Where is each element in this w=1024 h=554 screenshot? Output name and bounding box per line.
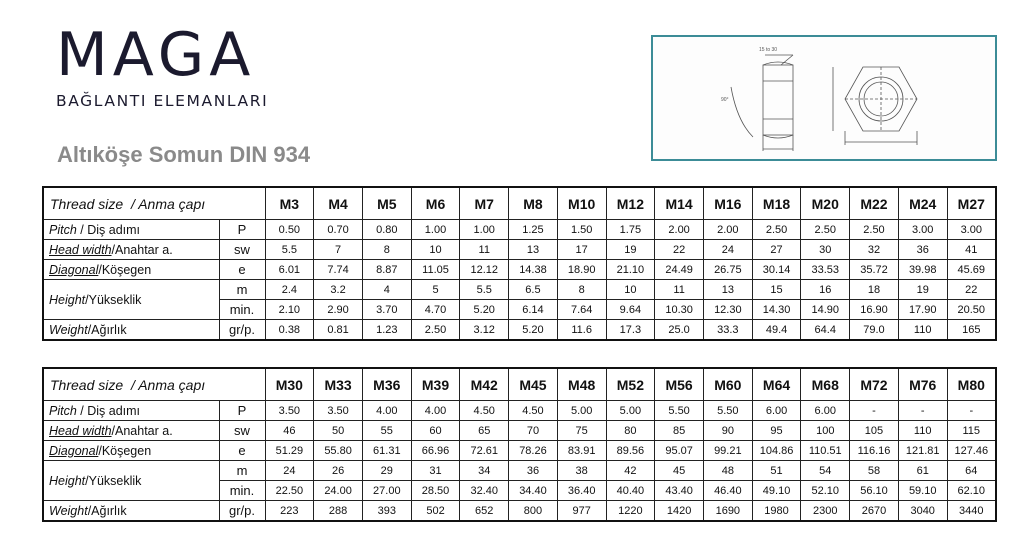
height-min-symbol: min. — [219, 300, 265, 320]
diag-cell: 110.51 — [801, 441, 850, 461]
height-m-cell: 11 — [655, 280, 704, 300]
product-title: Altıköşe Somun DIN 934 — [57, 142, 311, 167]
pitch-label — [43, 220, 219, 240]
thread-size-row — [43, 187, 996, 220]
head-cell: 13 — [509, 240, 558, 260]
height-min-cell: 49.10 — [752, 481, 801, 501]
height-label — [43, 461, 219, 501]
brand-subtitle: BAĞLANTI ELEMANLARI — [56, 92, 269, 110]
head-cell: 70 — [509, 421, 558, 441]
head-label — [43, 421, 219, 441]
weight-cell: 79.0 — [850, 320, 899, 341]
head-cell: 60 — [411, 421, 460, 441]
height-label-tr: /Yükseklik — [85, 473, 142, 488]
pitch-cell: 3.50 — [265, 401, 314, 421]
thread-size-cell: M42 — [460, 368, 509, 401]
height-min-cell: 16.90 — [850, 300, 899, 320]
height-m-cell: 8 — [557, 280, 606, 300]
height-m-cell: 26 — [314, 461, 363, 481]
head-cell: 90 — [703, 421, 752, 441]
height-m-cell: 42 — [606, 461, 655, 481]
head-symbol: sw — [219, 240, 265, 260]
thread-size-cell: M45 — [509, 368, 558, 401]
height-m-cell: 31 — [411, 461, 460, 481]
thread-size-row — [43, 368, 996, 401]
head-cell: 80 — [606, 421, 655, 441]
pitch-cell: 1.00 — [411, 220, 460, 240]
pitch-label-tr: / Diş adımı — [76, 403, 141, 418]
pitch-cell: 4.00 — [411, 401, 460, 421]
head-cell: 22 — [655, 240, 704, 260]
weight-cell: 2.50 — [411, 320, 460, 341]
brand-name: MAGA — [56, 20, 256, 90]
height-min-cell: 52.10 — [801, 481, 850, 501]
height-min-cell: 56.10 — [850, 481, 899, 501]
weight-cell: 1980 — [752, 501, 801, 522]
thread-size-cell: M60 — [703, 368, 752, 401]
height-min-cell: 40.40 — [606, 481, 655, 501]
diag-cell: 83.91 — [557, 441, 606, 461]
height-label-tr: /Yükseklik — [85, 292, 142, 307]
height-m-cell: 24 — [265, 461, 314, 481]
weight-cell: 2300 — [801, 501, 850, 522]
thread-size-cell: M12 — [606, 187, 655, 220]
height-m-cell: 22 — [947, 280, 996, 300]
weight-cell: 0.81 — [314, 320, 363, 341]
diag-row — [43, 260, 996, 280]
head-label-tr: /Anahtar a. — [111, 423, 173, 438]
thread-size-label-tr: / Anma çapı — [130, 376, 206, 393]
thread-size-cell: M64 — [752, 368, 801, 401]
head-cell: 10 — [411, 240, 460, 260]
weight-cell: 3.12 — [460, 320, 509, 341]
head-cell: 110 — [898, 421, 947, 441]
diag-cell: 33.53 — [801, 260, 850, 280]
diag-cell: 8.87 — [362, 260, 411, 280]
pitch-cell: 5.00 — [557, 401, 606, 421]
height-m-cell: 6.5 — [509, 280, 558, 300]
height-m-row — [43, 461, 996, 481]
pitch-label-tr: / Diş adımı — [76, 222, 141, 237]
pitch-cell: 3.00 — [898, 220, 947, 240]
diag-cell: 72.61 — [460, 441, 509, 461]
height-m-row — [43, 280, 996, 300]
head-cell: 19 — [606, 240, 655, 260]
weight-cell: 977 — [557, 501, 606, 522]
diag-row — [43, 441, 996, 461]
head-cell: 36 — [898, 240, 947, 260]
pitch-symbol: P — [219, 220, 265, 240]
head-cell: 27 — [752, 240, 801, 260]
head-cell: 8 — [362, 240, 411, 260]
head-cell: 55 — [362, 421, 411, 441]
height-min-cell: 22.50 — [265, 481, 314, 501]
head-cell: 24 — [703, 240, 752, 260]
head-cell: 65 — [460, 421, 509, 441]
diag-cell: 39.98 — [898, 260, 947, 280]
weight-cell: 110 — [898, 320, 947, 341]
thread-size-label — [43, 368, 265, 401]
diag-cell: 121.81 — [898, 441, 947, 461]
thread-size-cell: M68 — [801, 368, 850, 401]
thread-size-cell: M48 — [557, 368, 606, 401]
thread-size-cell: M8 — [509, 187, 558, 220]
head-cell: 11 — [460, 240, 509, 260]
head-cell: 50 — [314, 421, 363, 441]
weight-cell: 1420 — [655, 501, 704, 522]
weight-label-tr: /Ağırlık — [87, 322, 127, 337]
pitch-cell: 1.50 — [557, 220, 606, 240]
weight-cell: 11.6 — [557, 320, 606, 341]
thread-size-cell: M18 — [752, 187, 801, 220]
thread-size-cell: M14 — [655, 187, 704, 220]
spec-table-2-body — [43, 368, 996, 521]
thread-size-cell: M30 — [265, 368, 314, 401]
height-m-symbol: m — [219, 461, 265, 481]
weight-cell: 33.3 — [703, 320, 752, 341]
weight-cell: 800 — [509, 501, 558, 522]
pitch-cell: 1.75 — [606, 220, 655, 240]
weight-cell: 64.4 — [801, 320, 850, 341]
diag-cell: 95.07 — [655, 441, 704, 461]
weight-cell: 0.38 — [265, 320, 314, 341]
weight-row — [43, 501, 996, 522]
head-symbol: sw — [219, 421, 265, 441]
height-m-cell: 58 — [850, 461, 899, 481]
height-m-cell: 10 — [606, 280, 655, 300]
height-min-cell: 6.14 — [509, 300, 558, 320]
weight-label — [43, 320, 219, 341]
brand-logo — [56, 20, 269, 110]
diag-cell: 89.56 — [606, 441, 655, 461]
diag-label-en: Diagonal — [49, 262, 99, 277]
thread-size-cell: M16 — [703, 187, 752, 220]
thread-size-cell: M39 — [411, 368, 460, 401]
pitch-label-en: Pitch — [49, 222, 77, 237]
thread-size-cell: M80 — [947, 368, 996, 401]
technical-drawing — [651, 35, 997, 161]
pitch-row — [43, 220, 996, 240]
pitch-cell: 4.50 — [460, 401, 509, 421]
diag-label-en: Diagonal — [49, 443, 99, 458]
height-min-cell: 24.00 — [314, 481, 363, 501]
height-m-cell: 18 — [850, 280, 899, 300]
diag-cell: 11.05 — [411, 260, 460, 280]
diag-cell: 35.72 — [850, 260, 899, 280]
diag-label — [43, 260, 219, 280]
diag-cell: 104.86 — [752, 441, 801, 461]
head-cell: 105 — [850, 421, 899, 441]
thread-size-cell: M24 — [898, 187, 947, 220]
pitch-cell: 2.00 — [703, 220, 752, 240]
diag-cell: 24.49 — [655, 260, 704, 280]
head-cell: 30 — [801, 240, 850, 260]
diag-label-tr: /Köşegen — [98, 262, 152, 277]
weight-label-en: Weight — [49, 503, 88, 518]
diag-cell: 7.74 — [314, 260, 363, 280]
head-cell: 41 — [947, 240, 996, 260]
height-label-en: Height — [49, 292, 86, 307]
height-min-cell: 9.64 — [606, 300, 655, 320]
height-m-cell: 61 — [898, 461, 947, 481]
height-m-cell: 2.4 — [265, 280, 314, 300]
height-m-cell: 36 — [509, 461, 558, 481]
head-label — [43, 240, 219, 260]
pitch-cell: 2.50 — [801, 220, 850, 240]
weight-cell: 49.4 — [752, 320, 801, 341]
diag-symbol: e — [219, 260, 265, 280]
diag-label — [43, 441, 219, 461]
thread-size-cell: M3 — [265, 187, 314, 220]
head-cell: 46 — [265, 421, 314, 441]
weight-cell: 165 — [947, 320, 996, 341]
height-m-cell: 34 — [460, 461, 509, 481]
pitch-cell: 0.70 — [314, 220, 363, 240]
head-cell: 17 — [557, 240, 606, 260]
spec-table-1-body — [43, 187, 996, 340]
height-m-cell: 51 — [752, 461, 801, 481]
thread-size-cell: M7 — [460, 187, 509, 220]
head-row — [43, 421, 996, 441]
pitch-cell: 4.00 — [362, 401, 411, 421]
weight-cell: 1.23 — [362, 320, 411, 341]
weight-cell: 1690 — [703, 501, 752, 522]
diag-cell: 45.69 — [947, 260, 996, 280]
diag-cell: 61.31 — [362, 441, 411, 461]
drawing-dim-label: 15 to 30 — [759, 47, 778, 53]
head-cell: 5.5 — [265, 240, 314, 260]
height-m-cell: 13 — [703, 280, 752, 300]
head-label-tr: /Anahtar a. — [111, 242, 173, 257]
pitch-cell: 0.50 — [265, 220, 314, 240]
weight-cell: 652 — [460, 501, 509, 522]
height-min-cell: 34.40 — [509, 481, 558, 501]
drawing-angle-label: 90° — [721, 97, 729, 103]
height-min-cell: 36.40 — [557, 481, 606, 501]
head-label-en: Head width — [49, 423, 112, 438]
head-cell: 7 — [314, 240, 363, 260]
height-m-cell: 54 — [801, 461, 850, 481]
thread-size-cell: M6 — [411, 187, 460, 220]
height-label-en: Height — [49, 473, 86, 488]
pitch-cell: 6.00 — [801, 401, 850, 421]
pitch-cell: 2.50 — [850, 220, 899, 240]
height-min-cell: 7.64 — [557, 300, 606, 320]
weight-cell: 5.20 — [509, 320, 558, 341]
thread-size-cell: M56 — [655, 368, 704, 401]
pitch-cell: 3.00 — [947, 220, 996, 240]
height-min-cell: 20.50 — [947, 300, 996, 320]
height-min-cell: 17.90 — [898, 300, 947, 320]
pitch-cell: - — [850, 401, 899, 421]
height-min-cell: 14.90 — [801, 300, 850, 320]
height-m-cell: 19 — [898, 280, 947, 300]
diag-cell: 51.29 — [265, 441, 314, 461]
thread-size-cell: M33 — [314, 368, 363, 401]
thread-size-cell: M4 — [314, 187, 363, 220]
pitch-cell: 0.80 — [362, 220, 411, 240]
head-cell: 100 — [801, 421, 850, 441]
pitch-label-en: Pitch — [49, 403, 77, 418]
pitch-cell: 1.25 — [509, 220, 558, 240]
pitch-cell: 6.00 — [752, 401, 801, 421]
pitch-cell: 5.00 — [606, 401, 655, 421]
pitch-cell: 5.50 — [703, 401, 752, 421]
pitch-cell: 4.50 — [509, 401, 558, 421]
pitch-symbol: P — [219, 401, 265, 421]
weight-symbol: gr/p. — [219, 501, 265, 522]
thread-size-label-tr: / Anma çapı — [130, 195, 206, 212]
height-min-cell: 4.70 — [411, 300, 460, 320]
head-cell: 85 — [655, 421, 704, 441]
pitch-cell: 3.50 — [314, 401, 363, 421]
head-label-en: Head width — [49, 242, 112, 257]
height-min-cell: 2.90 — [314, 300, 363, 320]
height-min-cell: 12.30 — [703, 300, 752, 320]
height-min-cell: 10.30 — [655, 300, 704, 320]
weight-cell: 223 — [265, 501, 314, 522]
diag-cell: 127.46 — [947, 441, 996, 461]
thread-size-cell: M52 — [606, 368, 655, 401]
height-m-cell: 5 — [411, 280, 460, 300]
head-cell: 115 — [947, 421, 996, 441]
height-min-cell: 14.30 — [752, 300, 801, 320]
height-m-cell: 15 — [752, 280, 801, 300]
height-m-cell: 5.5 — [460, 280, 509, 300]
diag-cell: 26.75 — [703, 260, 752, 280]
head-cell: 95 — [752, 421, 801, 441]
height-min-cell: 28.50 — [411, 481, 460, 501]
height-min-symbol: min. — [219, 481, 265, 501]
head-row — [43, 240, 996, 260]
weight-cell: 1220 — [606, 501, 655, 522]
diag-cell: 12.12 — [460, 260, 509, 280]
height-label — [43, 280, 219, 320]
diag-cell: 99.21 — [703, 441, 752, 461]
height-m-cell: 64 — [947, 461, 996, 481]
height-m-cell: 4 — [362, 280, 411, 300]
height-m-cell: 29 — [362, 461, 411, 481]
diag-cell: 6.01 — [265, 260, 314, 280]
diag-label-tr: /Köşegen — [98, 443, 152, 458]
head-cell: 75 — [557, 421, 606, 441]
pitch-cell: 1.00 — [460, 220, 509, 240]
diag-cell: 18.90 — [557, 260, 606, 280]
height-m-cell: 16 — [801, 280, 850, 300]
pitch-cell: - — [947, 401, 996, 421]
diag-cell: 116.16 — [850, 441, 899, 461]
height-min-cell: 2.10 — [265, 300, 314, 320]
spec-table-2 — [42, 367, 997, 522]
weight-cell: 502 — [411, 501, 460, 522]
thread-size-label-en: Thread size — [50, 376, 124, 393]
diag-cell: 21.10 — [606, 260, 655, 280]
height-m-symbol: m — [219, 280, 265, 300]
weight-cell: 3040 — [898, 501, 947, 522]
pitch-label — [43, 401, 219, 421]
thread-size-cell: M22 — [850, 187, 899, 220]
weight-row — [43, 320, 996, 341]
thread-size-cell: M72 — [850, 368, 899, 401]
weight-label-tr: /Ağırlık — [87, 503, 127, 518]
height-m-cell: 3.2 — [314, 280, 363, 300]
weight-label — [43, 501, 219, 522]
height-m-cell: 45 — [655, 461, 704, 481]
spec-table-1 — [42, 186, 997, 341]
height-m-cell: 38 — [557, 461, 606, 481]
height-min-cell: 32.40 — [460, 481, 509, 501]
pitch-cell: 5.50 — [655, 401, 704, 421]
diag-cell: 78.26 — [509, 441, 558, 461]
diag-symbol: e — [219, 441, 265, 461]
thread-size-cell: M27 — [947, 187, 996, 220]
height-min-cell: 43.40 — [655, 481, 704, 501]
weight-label-en: Weight — [49, 322, 88, 337]
pitch-row — [43, 401, 996, 421]
height-m-cell: 48 — [703, 461, 752, 481]
thread-size-cell: M36 — [362, 368, 411, 401]
head-cell: 32 — [850, 240, 899, 260]
weight-symbol: gr/p. — [219, 320, 265, 341]
height-min-cell: 3.70 — [362, 300, 411, 320]
height-min-cell: 27.00 — [362, 481, 411, 501]
pitch-cell: 2.00 — [655, 220, 704, 240]
weight-cell: 2670 — [850, 501, 899, 522]
diag-cell: 14.38 — [509, 260, 558, 280]
height-min-cell: 59.10 — [898, 481, 947, 501]
weight-cell: 393 — [362, 501, 411, 522]
weight-cell: 17.3 — [606, 320, 655, 341]
height-min-cell: 46.40 — [703, 481, 752, 501]
thread-size-cell: M76 — [898, 368, 947, 401]
thread-size-label-en: Thread size — [50, 195, 124, 212]
thread-size-cell: M5 — [362, 187, 411, 220]
weight-cell: 3440 — [947, 501, 996, 522]
thread-size-cell: M20 — [801, 187, 850, 220]
diag-cell: 55.80 — [314, 441, 363, 461]
thread-size-label — [43, 187, 265, 220]
thread-size-cell: M10 — [557, 187, 606, 220]
diag-cell: 30.14 — [752, 260, 801, 280]
height-min-cell: 62.10 — [947, 481, 996, 501]
height-min-cell: 5.20 — [460, 300, 509, 320]
diag-cell: 66.96 — [411, 441, 460, 461]
pitch-cell: 2.50 — [752, 220, 801, 240]
hex-nut-drawing-icon — [653, 37, 995, 159]
weight-cell: 288 — [314, 501, 363, 522]
pitch-cell: - — [898, 401, 947, 421]
weight-cell: 25.0 — [655, 320, 704, 341]
